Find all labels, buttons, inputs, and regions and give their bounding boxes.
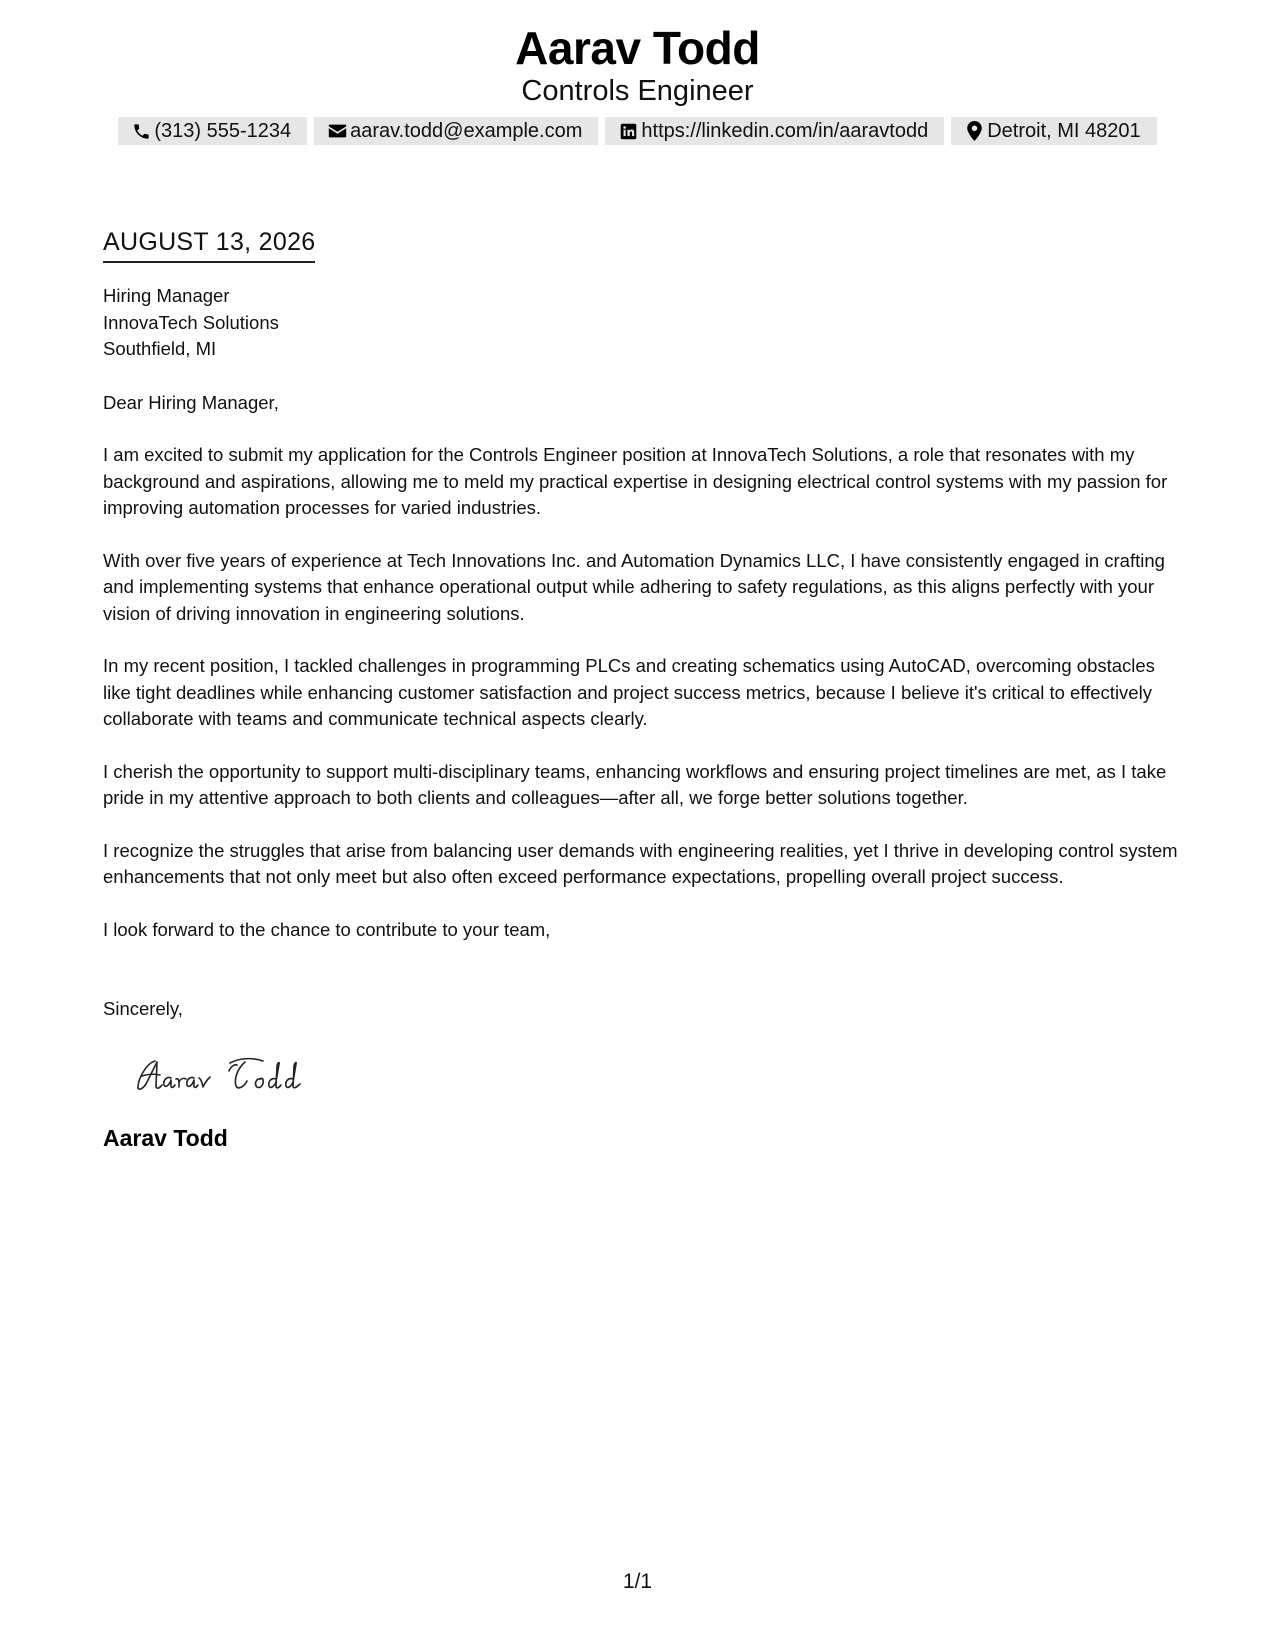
letter-body xyxy=(103,226,1178,1151)
closing: Sincerely, xyxy=(103,998,183,1019)
signature-image xyxy=(133,1049,333,1099)
body-paragraph: I am excited to submit my application for the Controls Engineer position at InnovaTech Solutions, a role that resonates with my background and aspirations, allowing me to meld my practical expertise in designing electrical control systems with my passion for improving automation processes for varied industries. xyxy=(103,444,1168,518)
map-pin-icon xyxy=(964,121,984,141)
page-number: 1/1 xyxy=(622,1570,653,1593)
contact-location-text: Detroit, MI 48201 xyxy=(987,119,1141,142)
applicant-name: Aarav Todd xyxy=(515,22,760,74)
contact-location xyxy=(951,117,1156,145)
phone-icon xyxy=(131,121,151,141)
handwritten-signature xyxy=(133,1049,1178,1101)
contact-email-text[interactable]: aarav.todd@example.com xyxy=(350,119,583,142)
body-paragraph: With over five years of experience at Tech Innovations Inc. and Automation Dynamics LLC, I have consistently engaged in crafting and implementing systems that enhance operational output while adhering to safety regulations, as this aligns perfectly with your vision of driving innovation in engineering solutions. xyxy=(103,549,1165,624)
body-paragraph: I look forward to the chance to contribute to your team, xyxy=(103,918,551,940)
recipient-line: InnovaTech Solutions xyxy=(103,311,279,333)
body-paragraph: I cherish the opportunity to support multi-disciplinary teams, enhancing workflows and ensuring project timelines are met, as I take pride in my attentive approach to both clients and colleagues—after all, we forge better solutions together. xyxy=(103,760,1167,808)
letter-date: AUGUST 13, 2026 xyxy=(103,226,315,263)
salutation: Dear Hiring Manager, xyxy=(103,391,279,413)
applicant-title: Controls Engineer xyxy=(521,75,754,107)
contact-bar xyxy=(0,117,1275,145)
letter-header xyxy=(0,22,1275,145)
body-paragraph: In my recent position, I tackled challenges in programming PLCs and creating schematics using AutoCAD, overcoming obstacles like tight deadlines while enhancing customer satisfaction and project success metrics, because I believe it's critical to effectively collaborate with teams and communicate technical aspects clearly. xyxy=(103,655,1155,729)
contact-phone-text: (313) 555-1234 xyxy=(154,119,292,142)
recipient-address xyxy=(103,283,1178,363)
contact-phone xyxy=(118,117,307,145)
contact-email[interactable] xyxy=(314,117,598,145)
contact-linkedin[interactable] xyxy=(605,117,944,145)
linkedin-icon xyxy=(618,121,638,141)
body-paragraph: I recognize the struggles that arise from balancing user demands with engineering realities, yet I thrive in developing control system enhancements that not only meet but also often exceed performance expectations, propelling overall project success. xyxy=(103,839,1178,887)
signer-name: Aarav Todd xyxy=(103,1124,228,1151)
recipient-line: Hiring Manager xyxy=(103,285,230,306)
recipient-line: Southfield, MI xyxy=(103,338,217,359)
contact-linkedin-text[interactable]: https://linkedin.com/in/aaravtodd xyxy=(641,119,929,142)
envelope-icon xyxy=(327,121,347,141)
